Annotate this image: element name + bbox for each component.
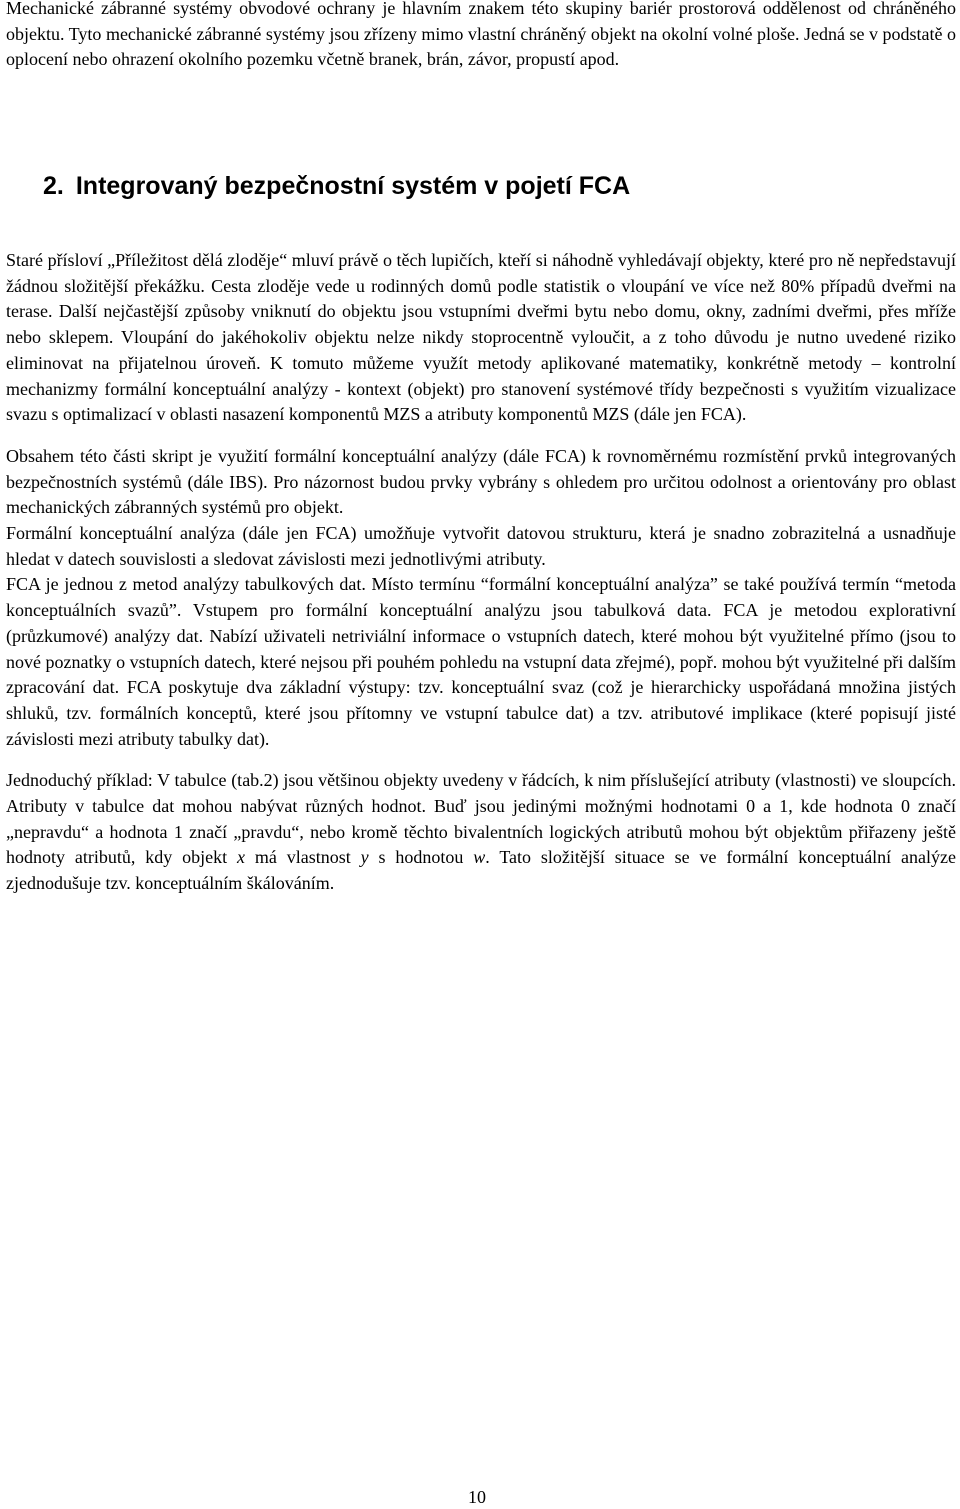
section-body [6,248,956,897]
page-number: 10 [468,1487,486,1507]
section-title: Integrovaný bezpečnostní systém v pojetí FCA [75,172,631,200]
variable-y: y [360,847,369,868]
paragraph-example: Jednoduchý příklad: V tabulce (tab.2) jsou většinou objekty uvedeny v řádcích, k nim příslušející atributy (vlastnosti) ve sloupcích. Atributy v tabulce dat mohou nabývat různých hodnot. Buď jsou jedinými možnými hodnotami 0 a 1, kde hodnota 0 značí „nepravdu“ a hodnota 1 značí „pravdu“, nebo kromě těchto bivalentních logických atributů mohou být objektům přiřazeny ještě hodnoty atributů, kdy objekt x má vlastnost y s hodnotou w. Tato složitější situace se ve formální konceptuální analýze zjednodušuje tzv. konceptuálním škálováním. [6,770,957,894]
variable-x: x [236,847,245,868]
paragraph-content: Obsahem této části skript je využití formální konceptuální analýzy (dále FCA) k rovnoměrnému rozmístění prvků integrovaných bezpečnostních systémů (dále IBS). Pro názornost budou prvky vybrány s ohledem pro určitou odolnost a orientovány pro oblast mechanických zábranných systémů pro objekt. [6,445,956,518]
paragraph-fca-definition: Formální konceptuální analýza (dále jen FCA) umožňuje vytvořit datovou strukturu, která je snadno zobrazitelná a usnadňuje hledat v datech souvislosti a sledovat závislosti mezi jednotlivými atributy. [6,523,956,569]
section-number: 2. [43,172,64,200]
paragraph-fca-methods: FCA je jednou z metod analýzy tabulkových dat. Místo termínu “formální konceptuální analýza” se také používá termín “metoda konceptuálních svazů”. Vstupem pro formální konceptuální analýzu jsou tabulková data. FCA je metodou explorativní (průzkumové) analýzy dat. Nabízí uživateli netriviální informace o vstupních datech, které mohou být využitelné přímo (jsou to nové poznatky o vstupních datech, které nejsou při pouhém pohledu na vstupní data zřejmé), popř. mohou být využitelné při dalším zpracování dat. FCA poskytuje dva základní výstupy: tzv. konceptuální svaz (což je hierarchicky uspořádaná množina jistých shluků, tzv. formálních konceptů, které jsou přítomny ve vstupní tabulce dat) a tzv. atributové implikace (které popisují jisté závislosti mezi atributy tabulky dat). [6,574,956,749]
variable-w: w [473,847,486,868]
paragraph-proverb: Staré přísloví „Příležitost dělá zloděje“ mluví právě o těch lupičích, kteří si náhodně vyhledávají objekty, které pro ně nepředstavují žádnou složitější překážku. Cesta zloděje vede u rodinných domů podle statistik o vloupání ve více než 80% případů dveřmi na terase. Další nejčastější způsoby vniknutí do objektu jsou vstupními dveřmi bytu nebo domu, okny, zadními dveřmi, přes mříže nebo sklepem. Vloupání do jakéhokoliv objektu nelze nikdy stoprocentně vyloučit, a z toho důvodu je nutno uvedené riziko eliminovat na přijatelnou úroveň. K tomuto můžeme využít metody aplikované matematiky, konkrétně metody – kontrolní mechanizmy formální konceptuální analýzy - kontext (objekt) pro stanovení systémové třídy bezpečnosti s využitím vizualizace svazu s optimalizací v oblasti nasazení komponentů MZS a atributy komponentů MZS (dále jen FCA). [6,250,956,425]
intro-paragraph: Mechanické zábranné systémy obvodové ochrany je hlavním znakem této skupiny bariér prostorová oddělenost od chráněného objektu. Tyto mechanické zábranné systémy jsou zřízeny mimo vlastní chráněný objekt na okolní volné ploše. Jedná se v podstatě o oplocení nebo ohrazení okolního pozemku včetně branek, brán, závor, propustí apod. [6,0,956,70]
document-page [6,0,957,894]
section-heading [43,170,630,202]
